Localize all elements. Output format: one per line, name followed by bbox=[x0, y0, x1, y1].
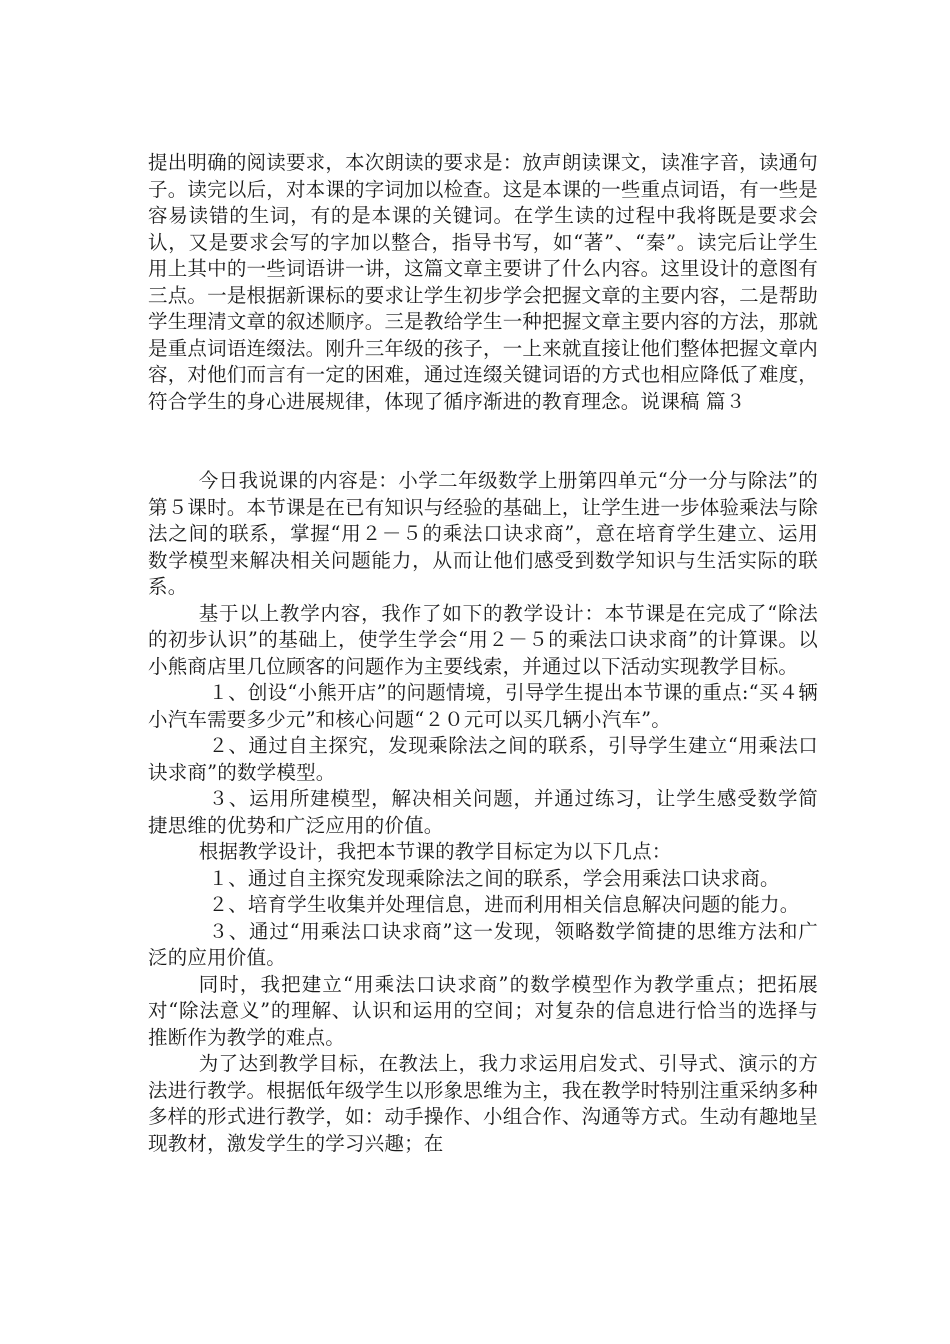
paragraph-activity-2: ２、通过自主探究，发现乘除法之间的联系，引导学生建立“用乘法口诀求商”的数学模型。 bbox=[148, 734, 818, 784]
paragraph-goals-intro: 根据教学设计，我把本节课的教学目标定为以下几点： bbox=[198, 840, 672, 863]
document-body bbox=[148, 150, 818, 1157]
paragraph-goal-3: ３、通过“用乘法口诀求商”这一发现，领略数学简捷的思维方法和广泛的应用价值。 bbox=[148, 919, 818, 969]
paragraph-teaching-design: 基于以上教学内容，我作了如下的教学设计：本节课是在完成了“除法的初步认识”的基础上，使学生学会“用２－５的乘法口诀求商”的计算课。以小熊商店里几位顾客的问题作为主要线索，并通过以下活动实现教学目标。 bbox=[148, 601, 818, 678]
paragraph-activity-3: ３、运用所建模型，解决相关问题，并通过练习，让学生感受数学简捷思维的优势和广泛应用的价值。 bbox=[148, 787, 818, 837]
paragraph-activity-1: １、创设“小熊开店”的问题情境，引导学生提出本节课的重点:“买４辆小汽车需要多少元”和核心问题“２０元可以买几辆小汽车”。 bbox=[148, 681, 818, 731]
paragraph-goal-1: １、通过自主探究发现乘除法之间的联系，学会用乘法口诀求商。 bbox=[208, 866, 780, 890]
paragraph-teaching-methods: 为了达到教学目标，在教法上，我力求运用启发式、引导式、演示的方法进行教学。根据低年级学生以形象思维为主，我在教学时特别注重采纳多种多样的形式进行教学，如：动手操作、小组合作、沟通等方式。生动有趣地呈现教材，激发学生的学习兴趣；在 bbox=[148, 1052, 818, 1155]
paragraph-goal-2: ２、培育学生收集并处理信息，进而利用相关信息解决问题的能力。 bbox=[208, 893, 800, 916]
paragraph-lesson-content: 今日我说课的内容是：小学二年级数学上册第四单元“分一分与除法”的第５课时。本节课是在已有知识与经验的基础上，让学生进一步体验乘法与除法之间的联系，掌握“用２－５的乘法口诀求商”，意在培育学生建立、运用数学模型来解决相关问题能力，从而让他们感受到数学知识与生活实际的联系。 bbox=[148, 469, 818, 598]
section-gap bbox=[148, 415, 818, 468]
paragraph-key-points: 同时，我把建立“用乘法口诀求商”的数学模型作为教学重点；把拓展对“除法意义”的理解、认识和运用的空间；对复杂的信息进行恰当的选择与推断作为教学的难点。 bbox=[148, 972, 818, 1049]
intro-paragraph: 提出明确的阅读要求，本次朗读的要求是：放声朗读课文，读准字音，读通句子。读完以后，对本课的字词加以检查。这是本课的一些重点词语，有一些是容易读错的生词，有的是本课的关键词。在学生读的过程中我将既是要求会认，又是要求会写的字加以整合，指导书写，如“著”、“秦”。读完后让学生用上其中的一些词语讲一讲，这篇文章主要讲了什么内容。这里设计的意图有三点。一是根据新课标的要求让学生初步学会把握文章的主要内容，二是帮助学生理清文章的叙述顺序。三是教给学生一种把握文章主要内容的方法，那就是重点词语连缀法。刚升三年级的孩子，一上来就直接让他们整体把握文章内容，对他们而言有一定的困难，通过连缀关键词语的方式也相应降低了难度，符合学生的身心进展规律，体现了循序渐进的教育理念。说课稿 篇３ bbox=[148, 151, 818, 413]
